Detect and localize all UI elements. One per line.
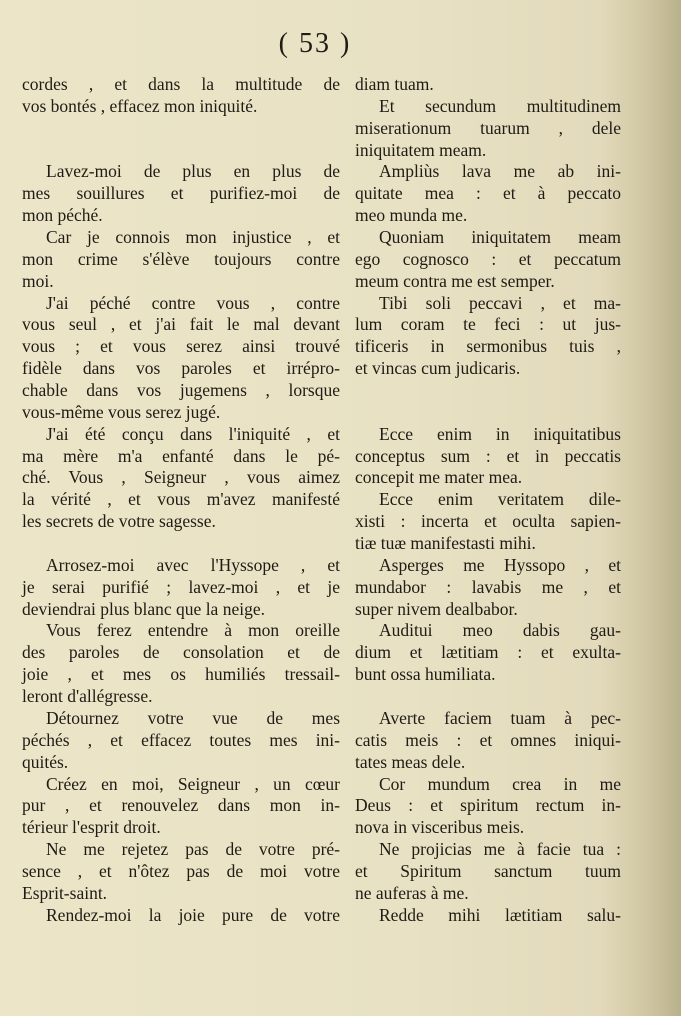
text-line: dium et lætitiam : et exulta- <box>355 642 621 663</box>
text-line: ma mère m'a enfanté dans le pé- <box>22 445 340 466</box>
text-line: péchés , et effacez toutes mes ini- <box>22 729 340 750</box>
text-line: les secrets de votre sagesse. <box>22 511 216 532</box>
text-line: Auditui meo dabis gau- <box>379 620 621 641</box>
text-line: cordes , et dans la multitude de <box>22 74 340 94</box>
text-line: Cor mundum crea in me <box>379 773 621 794</box>
text-line: moi. <box>22 270 54 291</box>
text-line: térieur l'esprit droit. <box>22 817 161 838</box>
text-line: nova in visceribus meis. <box>355 817 525 838</box>
text-line: Ecce enim in iniquitatibus <box>379 423 621 444</box>
text-line: diam tuam. <box>355 74 434 94</box>
text-line: miserationum tuarum , dele <box>355 117 621 138</box>
text-line: ego cognosco : et peccatum <box>355 248 621 269</box>
text-line: Quoniam iniquitatem meam <box>379 227 621 248</box>
text-line: Lavez-moi de plus en plus de <box>46 161 340 182</box>
blank-line <box>22 118 340 140</box>
text-line: xisti : incerta et oculta sapien- <box>355 511 621 532</box>
text-line: lum coram te feci : ut jus- <box>355 314 621 335</box>
text-line: J'ai été conçu dans l'iniquité , et <box>46 423 340 444</box>
blank-line <box>355 380 621 402</box>
text-line: sence , et n'ôtez pas de moi votre <box>22 860 340 881</box>
french-text-column <box>22 74 340 927</box>
text-line: pur , et renouvelez dans mon in- <box>22 795 340 816</box>
text-line: je serai purifié ; lavez-moi , et je <box>22 576 340 597</box>
text-line: tiæ tuæ manifestasti mihi. <box>355 533 536 554</box>
blank-line <box>22 533 340 555</box>
text-line: et Spiritum sanctum tuum <box>355 860 621 881</box>
text-line: Rendez-moi la joie pure de votre <box>46 904 340 925</box>
text-line: mon péché. <box>22 205 103 226</box>
text-line: fidèle dans vos paroles et irrépro- <box>22 358 340 379</box>
text-line: chable dans vos jugemens , lorsque <box>22 380 340 401</box>
text-line: vos bontés , effacez mon iniquité. <box>22 95 258 116</box>
text-line: bunt ossa humiliata. <box>355 664 496 685</box>
text-line: et vincas cum judicaris. <box>355 358 521 379</box>
blank-line <box>355 686 621 708</box>
text-line: vous ; et vous serez ainsi trouvé <box>22 336 340 357</box>
text-line: concepit me mater mea. <box>355 467 523 488</box>
text-line: mundabor : lavabis me , et <box>355 576 621 597</box>
text-line: Et secundum multitudinem <box>379 95 621 116</box>
text-line: J'ai péché contre vous , contre <box>46 292 340 313</box>
text-line: Ne projicias me à facie tua : <box>379 839 621 860</box>
blank-line <box>22 140 340 162</box>
text-line: Détournez votre vue de mes <box>46 707 340 728</box>
text-line: meo munda me. <box>355 205 468 226</box>
text-line: joie , et mes os humiliés tressail- <box>22 664 340 685</box>
text-line: conceptus sum : et in peccatis <box>355 445 621 466</box>
text-line: Car je connois mon injustice , et <box>46 227 340 248</box>
text-line: leront d'allégresse. <box>22 686 153 707</box>
text-line: tates meas dele. <box>355 751 466 772</box>
text-line: super nivem dealbabor. <box>355 598 518 619</box>
text-line: tificeris in sermonibus tuis , <box>355 336 621 357</box>
latin-text-column <box>355 74 621 927</box>
text-line: Redde mihi lætitiam salu- <box>379 904 621 925</box>
text-line: meum contra me est semper. <box>355 270 555 291</box>
text-line: vous-même vous serez jugé. <box>22 401 221 422</box>
blank-line <box>355 402 621 424</box>
text-line: mon crime s'élève toujours contre <box>22 248 340 269</box>
text-line: iniquitatem meam. <box>355 139 487 160</box>
text-line: Asperges me Hyssopo , et <box>379 554 621 575</box>
text-line: quitate mea : et à peccato <box>355 183 621 204</box>
text-line: Créez en moi, Seigneur , un cœur <box>46 773 340 794</box>
text-line: Deus : et spiritum rectum in- <box>355 795 621 816</box>
text-line: catis meis : et omnes iniqui- <box>355 729 621 750</box>
text-line: Ampliùs lava me ab ini- <box>379 161 621 182</box>
text-line: Tibi soli peccavi , et ma- <box>379 292 621 313</box>
text-line: Averte faciem tuam à pec- <box>379 707 621 728</box>
text-line: ne auferas à me. <box>355 882 469 903</box>
page-number: ( 53 ) <box>278 28 352 59</box>
text-line: Ne me rejetez pas de votre pré- <box>46 839 340 860</box>
text-line: Vous ferez entendre à mon oreille <box>46 620 340 641</box>
text-line: vous seul , et j'ai fait le mal devant <box>22 314 340 335</box>
text-line: deviendrai plus blanc que la neige. <box>22 598 265 619</box>
text-line: mes souillures et purifiez-moi de <box>22 183 340 204</box>
text-line: des paroles de consolation et de <box>22 642 340 663</box>
text-line: ché. Vous , Seigneur , vous aimez <box>22 467 340 488</box>
text-line: Esprit-saint. <box>22 882 108 903</box>
text-line: la vérité , et vous m'avez manifesté <box>22 489 340 510</box>
text-line: Ecce enim veritatem dile- <box>379 489 621 510</box>
text-line: quités. <box>22 751 69 772</box>
text-line: Arrosez-moi avec l'Hyssope , et <box>46 554 340 575</box>
